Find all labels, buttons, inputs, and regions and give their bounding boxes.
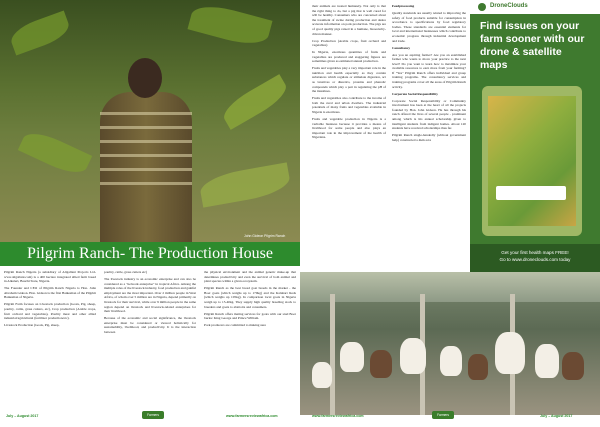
photo-caption: John Gideon Pilgrim Ranch (244, 234, 286, 238)
footer-url-right: www.farmersreviewafrica.com (312, 414, 364, 418)
section-heading: Crop Production (Arable crops, fruit orchard and vegetables) (312, 38, 386, 48)
article-title: Pilgrim Ranch- The Production House (0, 242, 300, 266)
paragraph: Livestock Production (Goats, Pig, sheep, (4, 323, 60, 328)
person-head (128, 58, 162, 98)
paragraph: the physical environment and the animal genetic make-up that determines productivity and even the survival of both animal and plant species within a given ecosystem. (204, 270, 296, 284)
ad-header-bar (470, 0, 600, 14)
paragraph: In Nigeria, enormous quantities of fruits and vegetables are produced and staggering figures are sometimes given as estimated annual production. (312, 50, 386, 64)
goat-farm-photo (300, 272, 600, 415)
section-heading: Corporate Social Responsibility (392, 91, 438, 96)
magazine-logo-left: Farmers Review (142, 411, 164, 419)
paragraph: Pilgrim Farm focuses on Livestock production (Goats, Pig, sheep, poultry, cattle, grass cutters, etc), Crop production (Arable crops, fruit orchard and vegetables), Poultry meat and other allied industrial/agricultural (fertilizer production/etc). (4, 302, 96, 321)
left-column-3 (204, 270, 296, 330)
paragraph: Fruits and vegetables play a very important role in the nutrition and health especially as they contain substances which regulate or stimulate digestion, act as laxatives or diuretics, proteins and phenolic compounds which play a part in regulating the pH of the intestines. (312, 66, 386, 94)
drone-logo-icon (478, 3, 486, 11)
right-column-2 (392, 4, 466, 145)
ad-headline: Find issues on your farm sooner with our drone & satellite maps (480, 20, 585, 71)
paragraph: Fruits and vegetable production in Nigeria is a veritable business because it provides a means of livelihood for some people and also plays an important role in the improvement of the health of Nigerians. (312, 117, 386, 140)
paragraph: Because of the economic and social significance, the livestock enterprise must be considered or viewed holistically for sustainability, livelihood, and productivity. It is the interaction between (104, 316, 196, 334)
left-column-1 (4, 270, 96, 330)
footer-date-right: July – August 2017 (540, 414, 573, 418)
paragraph: Quality standards are usually related to improving the safety of food products suitable for consumption in accordance to specifications by food regulatory bodies. These standards are essential elements for local and international businesses which contribute to economic progress through industrial development and trade. (392, 10, 466, 43)
ad-footer[interactable] (470, 244, 600, 272)
phone-map-graphic (482, 86, 582, 236)
person-figure (100, 92, 192, 242)
paragraph: Fruits and vegetables also contribute to the income of both the rural and urban dwellers. The industrial potentials of many fruits and vegetables available in Nigeria is enormous. (312, 96, 386, 115)
drone-advertisement[interactable] (470, 0, 600, 272)
paragraph: Are you an aspiring farmer? Are you an established farmer who wants to move your practice to the next level? Do you want to learn how to maximize your available resources to earn more from your farming? If "Yes" Pilgrim Ranch offers individual and group training programs. The consultancy services and training programs cover all the areas of Pilgrim Ranch activity. (392, 52, 466, 89)
footer-url-left: www.farmersreviewafrica.com (226, 414, 278, 418)
section-heading: Feedprocessing (392, 4, 415, 8)
hero-photo-person-in-field (0, 0, 300, 242)
ad-cta[interactable]: Get your first health maps FREE! (501, 250, 569, 255)
paragraph: The livestock industry is an economic enterprise and can also be considered as a "network enterprise" in tropical Africa. Among the multiple roles of the livestock industry, food production and gainful employment are the most important. Over 2 million people in West Africa, of whom over 5 million are in Nigeria, depend primarily on livestock for their survival, while over 9 million people in the same region depend on livestock and livestock-related enterprises for their livelihood. (104, 276, 196, 314)
paragraph: Pilgrim Ranch offers mating services for goats with our stud Boer bucks: King George and Prince William. (204, 311, 296, 321)
magazine-logo-right: Farmers Review (432, 411, 454, 419)
paragraph: Corporate Social Responsibility or Community involvement has been at the heart of all the projects founded by Hon. John Gideon. He has through his ranch offered the lives of several people - prominent among which is his annual scholarship given to intelligent students from indigent homes. About 120 students have received scholarships thus far. (392, 98, 466, 131)
paragraph: poultry, cattle, grass cutters etc) (104, 270, 148, 274)
ad-url[interactable]: Go to www.droneclouds.com today (499, 257, 571, 262)
paragraph: their animals are treated humanely. Not only is that the right thing to do, but a pig that is well cared for will be healthy. Consumers who are concerned about the treatment of swine during production and desire accurate information on pork production. The pigs are of good quality pigs raised in a humane, biosecurity-driven manner. (312, 4, 386, 36)
paragraph: Pilgrim Ranch Nigeria (a subsidiary of Altgallant Projects Ltd- www.altgallant.com) is a 400 hectare integrated allied farm based in Alkaleri, Bauchi State, Nigeria. (4, 270, 96, 284)
section-heading: Consultancy (392, 45, 411, 50)
footer-date-left: July – August 2017 (6, 414, 39, 418)
paragraph: Pilgrim Ranch as the best breed goat breeds in the market - the Boer goats (which weighs up to 170kg) and the Kalahari Reds (which weighs up 105kg). In comparison local goats in Nigeria weigh up to 15-40kg. They supply high quality breeding stock to breeders and goats to abattoirs and consumers. (204, 286, 296, 309)
ad-brand: DroneClouds (490, 3, 528, 9)
paragraph: Pork producers are committed to making sure (204, 323, 266, 328)
paragraph: The Founder and CEO of Pilgrim Ranch Nigeria is Hon. John Abraham Gideon. Hon. Gideon is the first Banksman of the Pilgrim Banksman of Nigeria. (4, 286, 96, 300)
paragraph: Pilgrim Ranch single-handedly (without government help) constructed a 4km acre (392, 133, 466, 142)
left-column-2 (104, 270, 196, 337)
right-column-1 (312, 4, 386, 142)
